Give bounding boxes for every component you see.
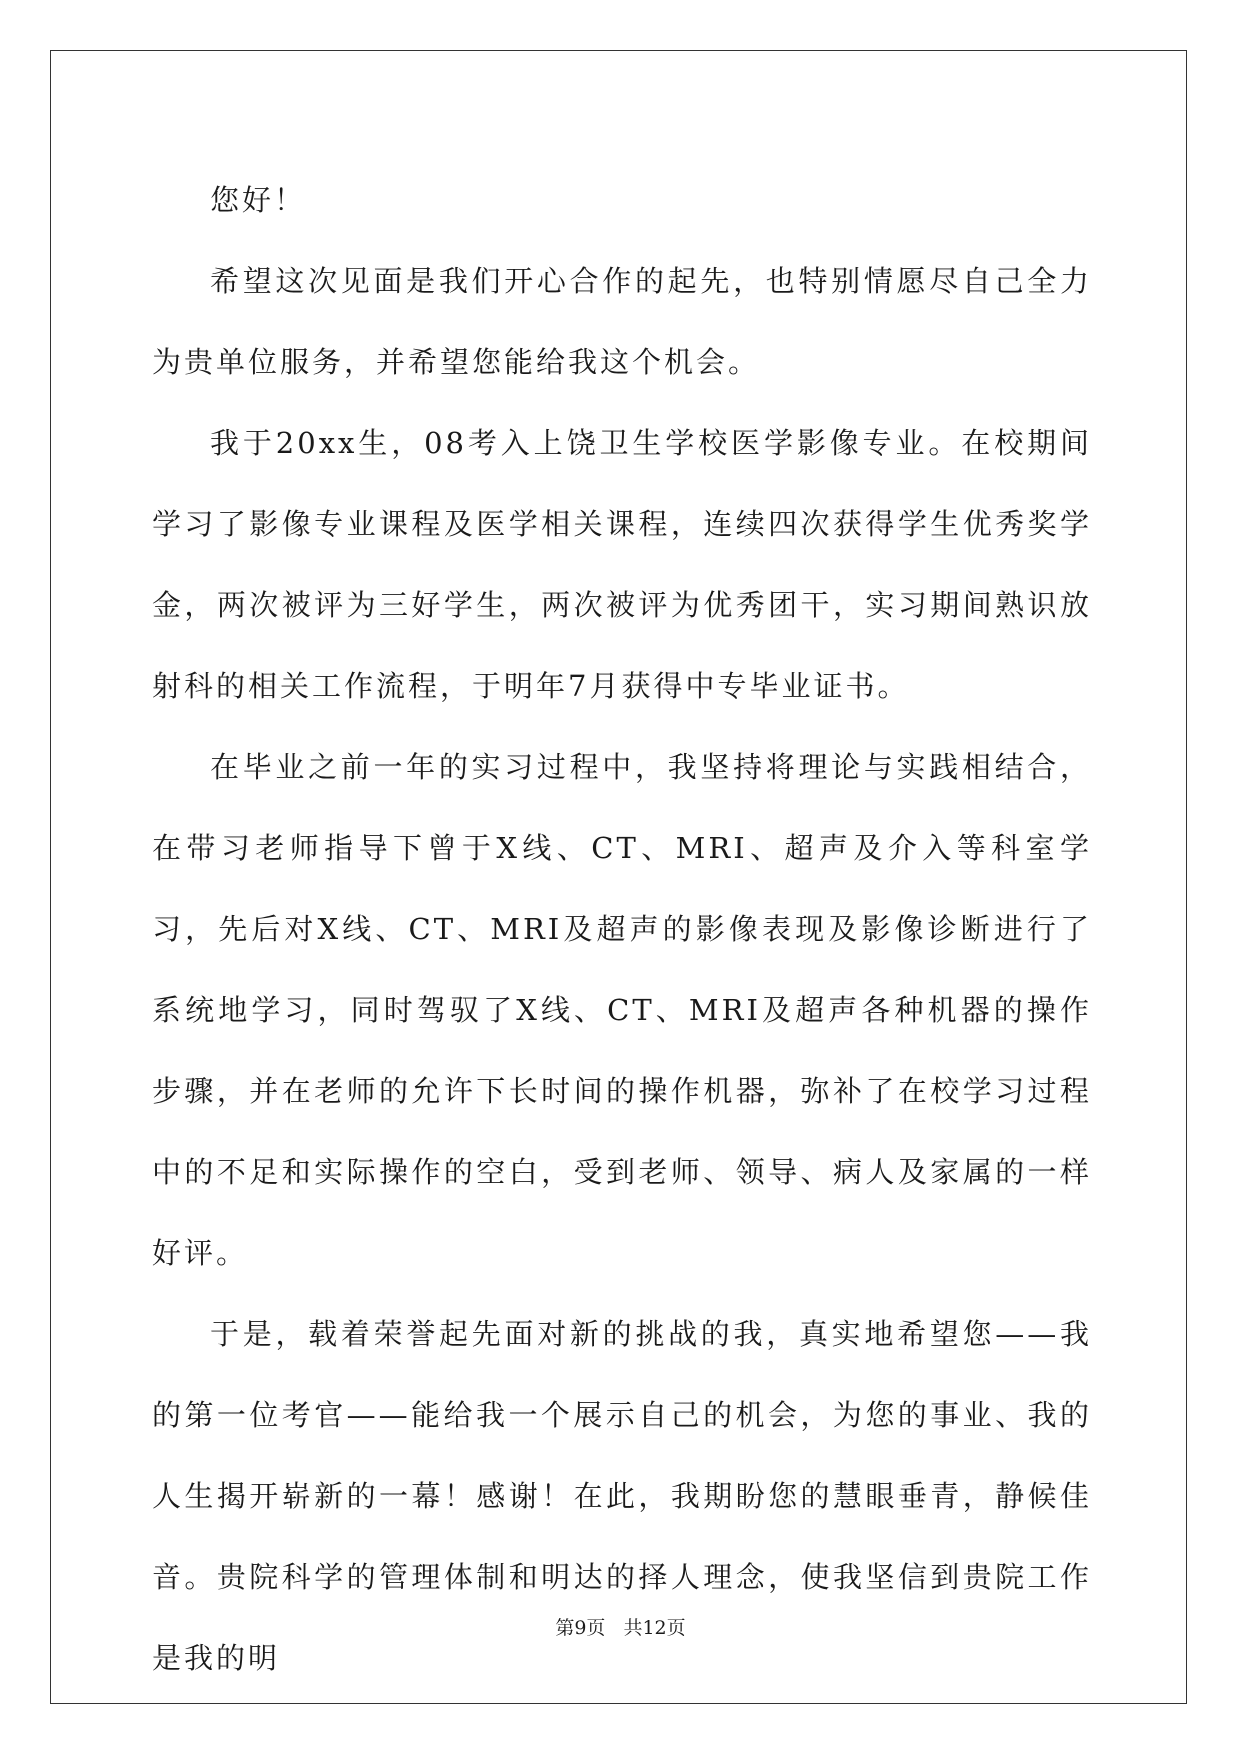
page-footer: [0, 1613, 1241, 1640]
page-number: 第9页: [555, 1617, 606, 1639]
paragraph-internship: 在毕业之前一年的实习过程中，我坚持将理论与实践相结合，在带习老师指导下曾于X线、CT、MRI、超声及介入等科室学习，先后对X线、CT、MRI及超声的影像表现及影像诊断进行了系统地学习，同时驾驭了X线、CT、MRI及超声各种机器的操作步骤，并在老师的允许下长时间的操作机器，弥补了在校学习过程中的不足和实际操作的空白，受到老师、领导、病人及家属的一样好评。: [152, 750, 1092, 1270]
document-body: [152, 160, 1092, 1699]
paragraph-hope: 希望这次见面是我们开心合作的起先，也特别情愿尽自己全力为贵单位服务，并希望您能给我这个机会。: [152, 264, 1092, 379]
paragraph-greeting: 您好！: [210, 183, 307, 217]
paragraph-education: 我于20xx生，08考入上饶卫生学校医学影像专业。在校期间学习了影像专业课程及医学相关课程，连续四次获得学生优秀奖学金，两次被评为三好学生，两次被评为优秀团干，实习期间熟识放射科的相关工作流程，于明年7月获得中专毕业证书。: [152, 426, 1092, 703]
page-total: 共12页: [623, 1617, 686, 1639]
paragraph-closing: 于是，载着荣誉起先面对新的挑战的我，真实地希望您——我的第一位考官——能给我一个展示自己的机会，为您的事业、我的人生揭开崭新的一幕！感谢！在此，我期盼您的慧眼垂青，静候佳音。贵院科学的管理体制和明达的择人理念，使我坚信到贵院工作是我的明: [152, 1317, 1092, 1675]
